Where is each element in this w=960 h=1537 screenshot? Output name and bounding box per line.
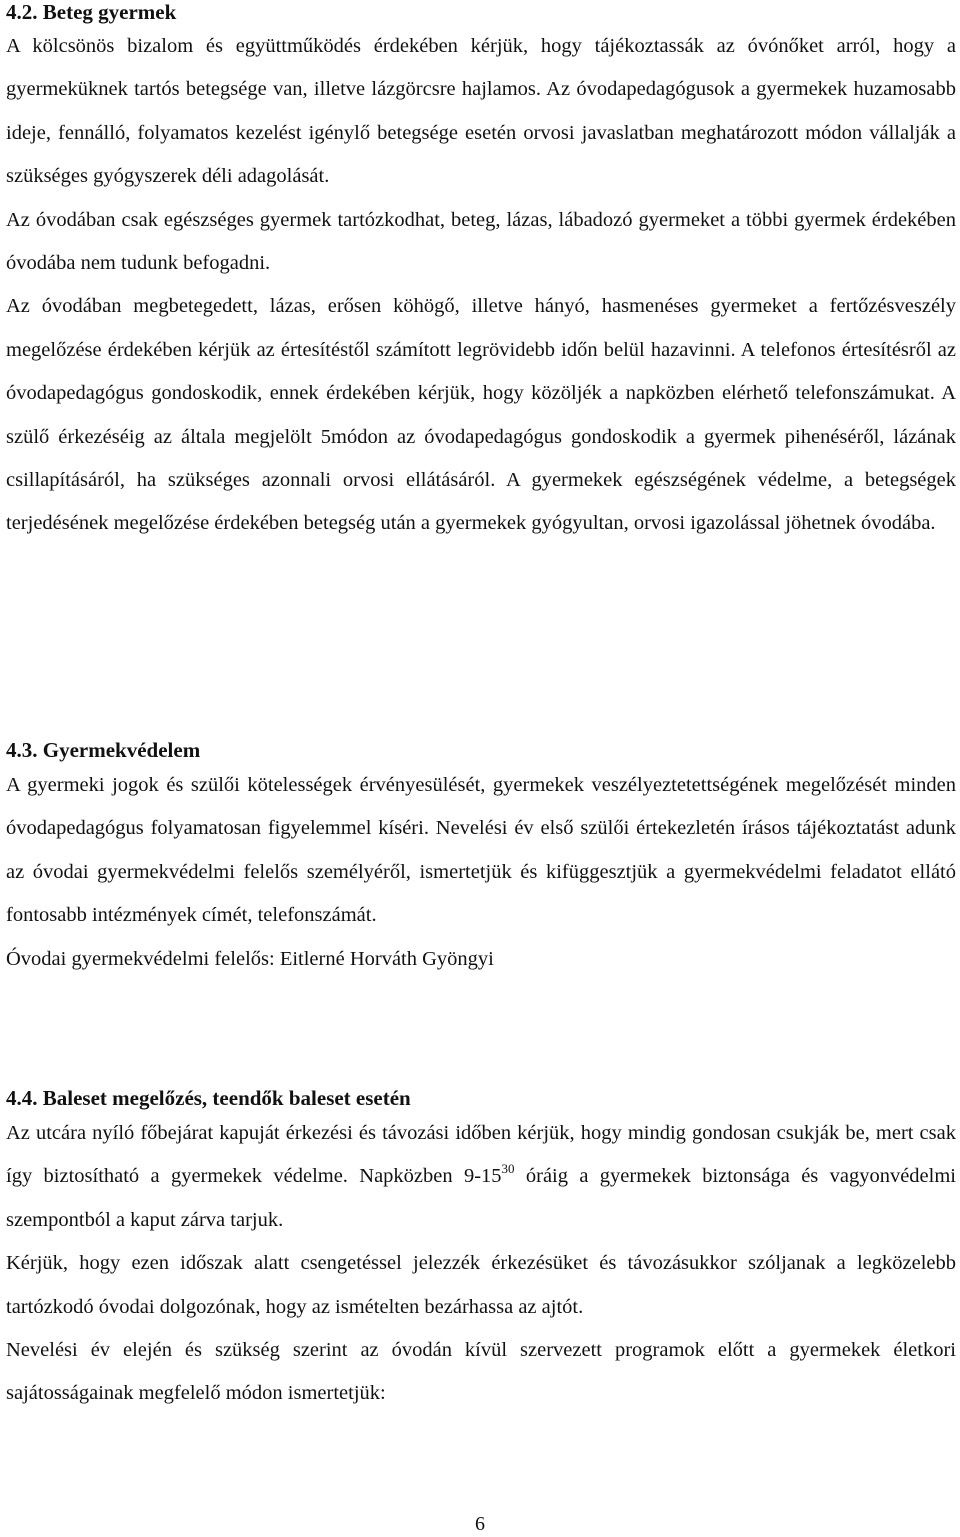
paragraph: Nevelési év elején és szükség szerint az óvodán kívül szervezett programok előtt a gyermekek életkori sajátosságainak megfelelő módon ismertetjük: [6,1339,956,1405]
paragraph: A kölcsönös bizalom és együttműködés érdekében kérjük, hogy tájékoztassák az óvónőket arról, hogy a gyermeküknek tartós betegsége van, illetve lázgörcsre hajlamos. Az óvodapedagógusok a gyermekek huzamosabb ideje, fennálló, folyamatos kezelést igénylő betegsége esetén orvosi javaslatban meghatározott módon vállalják a szükséges gyógyszerek déli adagolását. [6,35,956,188]
page-number: 6 [475,1513,485,1535]
paragraph: Az óvodában megbetegedett, lázas, erősen köhögő, illetve hányó, hasmenéses gyermeket a fertőzésveszély megelőzése érdekében kérjük az értesítéstől számított legrövidebb időn belül hazavinni. A telefonos értesítésről az óvodapedagógus gondoskodik, ennek érdekében kérjük, hogy közöljék a napközben elérhető telefonszámukat. A szülő érkezéséig az általa megjelölt 5módon az óvodapedagógus gondoskodik a gyermek pihenéséről, lázának csillapításáról, ha szükséges azonnali orvosi ellátásáról. A gyermekek egészségének védelme, a betegségek terjedésének megelőzése érdekében betegség után a gyermekek gyógyultan, orvosi igazolással jöhetnek óvodába. [6,295,956,535]
section-heading: 4.4. Baleset megelőzés, teendők baleset esetén [6,1086,411,1110]
paragraph-text: Az utcára nyíló főbejárat kapuját érkezési és távozási időben kérjük, hogy mindig gondosan csukják be, mert csak így biztosítható a gyermekek védelme. Napközben 9-15 [6,1122,956,1188]
paragraph: Kérjük, hogy ezen időszak alatt csengetéssel jelezzék érkezésüket és távozásukkor szóljanak a legközelebb tartózkodó óvodai dolgozónak, hogy az ismételten bezárhassa az ajtót. [6,1252,956,1318]
paragraph: Az óvodában csak egészséges gyermek tartózkodhat, beteg, lázas, lábadozó gyermeket a többi gyermek érdekében óvodába nem tudunk befogadni. [6,208,956,275]
section-heading: 4.3. Gyermekvédelem [6,738,201,762]
section-gyermekvedelem [6,738,956,981]
section-baleset-megelozes [6,1086,956,1416]
responsible-person: Óvodai gyermekvédelmi felelős: Eitlerné Horváth Gyöngyi [6,947,494,970]
paragraph-text: óráig a gyermekek biztonsága és vagyonvédelmi szempontból a kaput zárva tarjuk. [6,1165,956,1231]
paragraph: A gyermeki jogok és szülői kötelességek érvényesülését, gyermekek veszélyeztetettségének megelőzését minden óvodapedagógus folyamatosan figyelemmel kíséri. Nevelési év első szülői értekezletén írásos tájékoztatást adunk az óvodai gyermekvédelmi felelős személyéről, ismertetjük és kifüggesztjük a gyermekvédelmi feladatot ellátó fontosabb intézmények címét, telefonszámát. [6,774,956,927]
section-beteg-gyermek [6,0,956,546]
paragraph [6,1112,956,1242]
section-heading: 4.2. Beteg gyermek [6,0,177,24]
superscript-minutes: 30 [501,1161,515,1177]
